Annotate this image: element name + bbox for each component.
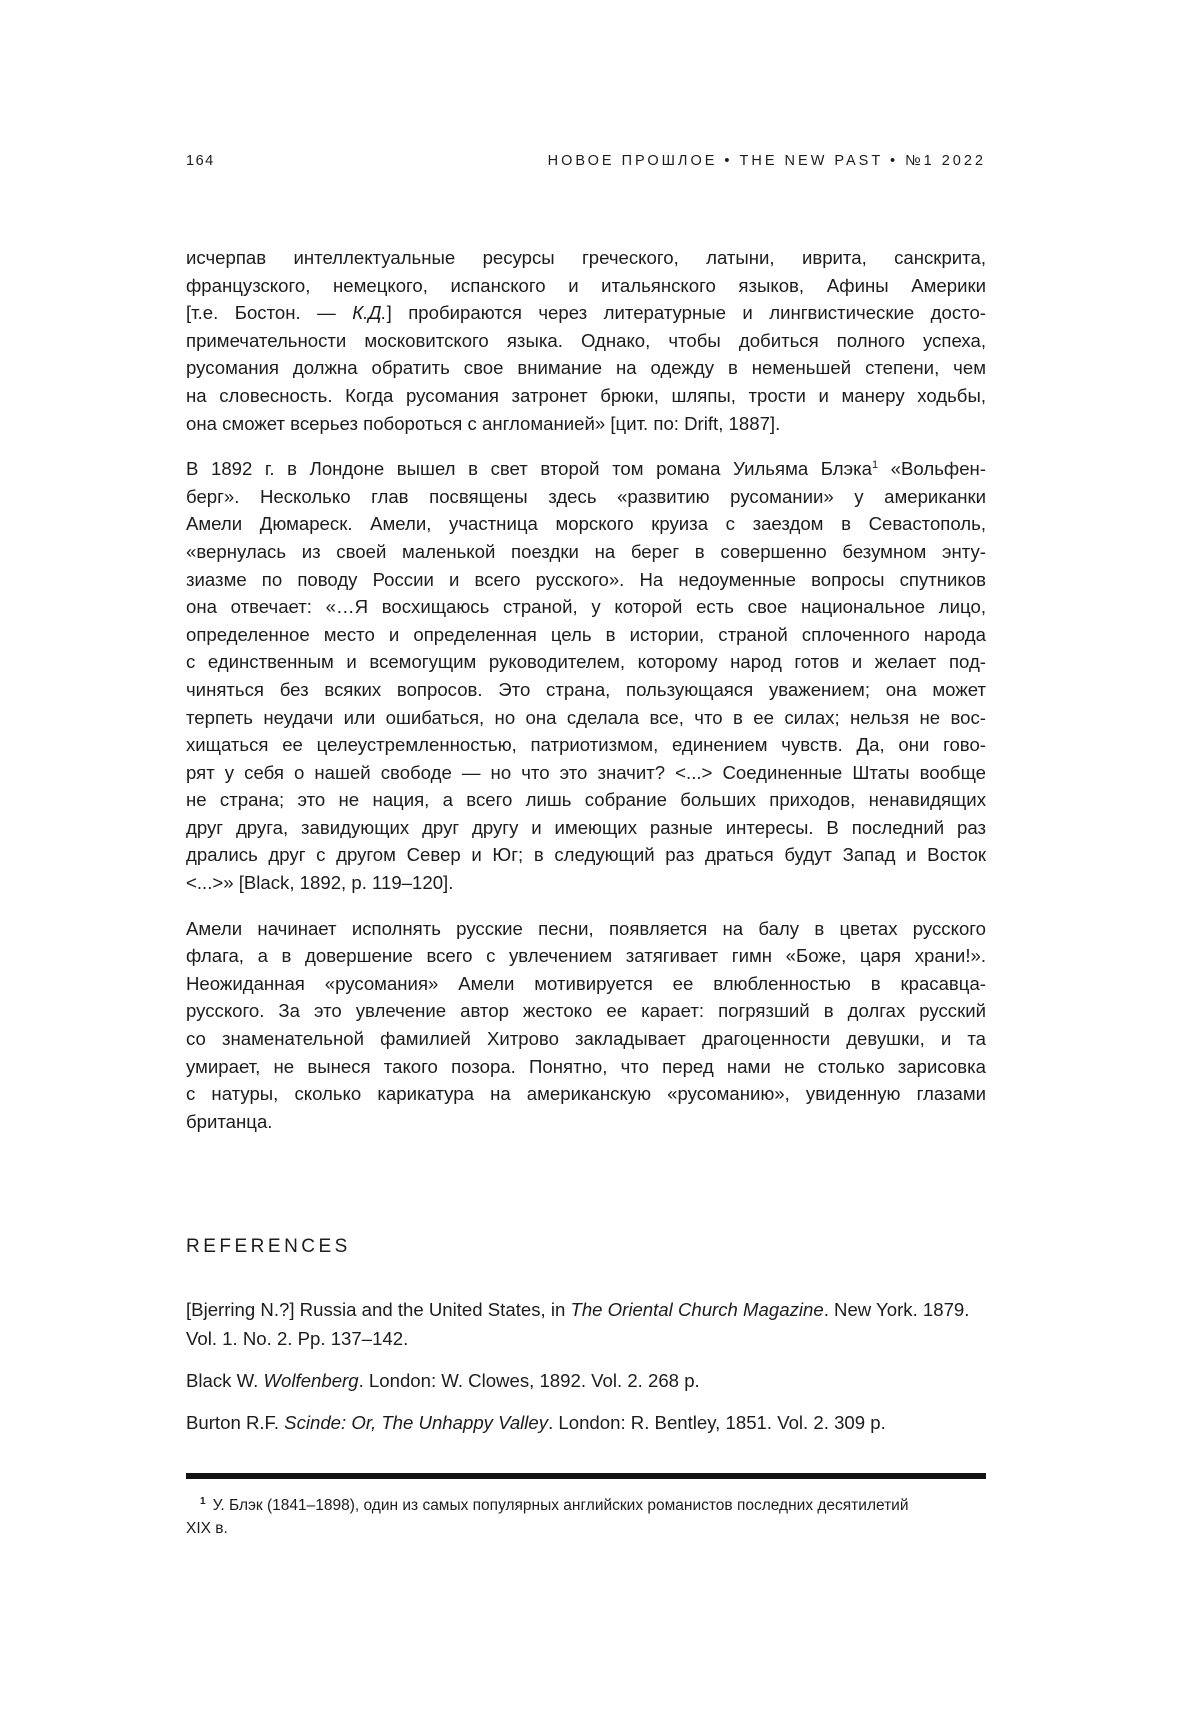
journal-running-title: НОВОЕ ПРОШЛОЕ • THE NEW PAST • №1 2022 <box>547 153 986 169</box>
text-line: примечательности московитского языка. Однако, чтобы добиться полного успеха, <box>186 329 986 351</box>
text-line: Неожиданная «русомания» Амели мотивируется ее влюбленностью в красавца- <box>186 972 986 994</box>
text-line: с единственным и всемогущим руководителем, которому народ готов и желает под- <box>186 651 986 673</box>
paragraph-2 <box>186 455 986 897</box>
line-segment: Black W. <box>186 1370 264 1391</box>
journal-title-italic: The Oriental Church Magazine <box>570 1299 824 1320</box>
text-line: не страна; это не нация, а всего лишь собрание больших приходов, ненавидящих <box>186 789 986 811</box>
text-line: зиазме по поводу России и всего русского». На недоуменные вопросы спутников <box>186 568 986 590</box>
line-segment: Burton R.F. <box>186 1412 285 1433</box>
references-heading: REFERENCES <box>186 1236 351 1258</box>
text-line: терпеть неудачи или ошибаться, но она сделала все, что в ее силах; нельзя не вос- <box>186 706 986 728</box>
reference-item <box>186 1366 986 1395</box>
reference-item <box>186 1408 986 1437</box>
text-line: с натуры, сколько карикатура на американскую «русоманию», увиденную глазами <box>186 1083 986 1105</box>
text-line: дрались друг с другом Север и Юг; в следующий раз драться будут Запад и Восток <box>186 844 986 866</box>
text-line: определенное место и определенная цель в истории, страной сплоченного народа <box>186 623 986 645</box>
footnote-text: У. Блэк (1841–1898), один из самых популярных английских романистов последних десятилетий <box>212 1497 909 1514</box>
text-line: она отвечает: «…Я восхищаюсь страной, у которой есть свое национальное лицо, <box>186 596 986 618</box>
references-section <box>186 1233 986 1437</box>
text-line: Амели Дюмареск. Амели, участница морского круиза с заездом в Севастополь, <box>186 513 986 535</box>
text-line: «вернулась из своей маленькой поездки на берег в совершенно безумном энту- <box>186 540 986 562</box>
line-segment: [Bjerring N.?] Russia and the United States, in <box>186 1299 571 1320</box>
article-body <box>186 244 986 1540</box>
text-line: друг друга, завидующих друг другу и имеющих разные интересы. В последний раз <box>186 816 986 838</box>
text-line: на словесность. Когда русомания затронет брюки, шляпы, трости и манеру ходьбы, <box>186 384 986 406</box>
line-segment: «Вольфен- <box>878 458 986 480</box>
paragraph-3 <box>186 915 986 1136</box>
footnote-line <box>186 1494 986 1517</box>
line-segment: . New York. 1879. Vol. 1. No. 2. Pp. 137–142. <box>186 1299 970 1349</box>
text-line: чиняться без всяких вопросов. Это страна, пользующаяся уважением; она может <box>186 678 986 700</box>
line-segment: ] пробираются через литературные и лингвистические досто- <box>386 302 986 324</box>
text-line: русского. За это увлечение автор жестоко ее карает: погрязший в долгах русский <box>186 1000 986 1022</box>
text-line: рят у себя о нашей свободе — но что это значит? <...> Соединенные Штаты вообще <box>186 761 986 783</box>
line-segment: В 1892 г. в Лондоне вышел в свет второй том романа Уильяма Блэка <box>186 458 872 480</box>
page-number: 164 <box>186 153 215 169</box>
text-line: она сможет всерьез побороться с англоманией» [цит. по: Drift, 1887]. <box>186 412 781 434</box>
text-line: со знаменательной фамилией Хитрово закладывает драгоценности девушки, и та <box>186 1028 986 1050</box>
text-line: хищаться ее целеустремленностью, патриотизмом, единением чувств. Да, они гово- <box>186 734 986 756</box>
text-line: французского, немецкого, испанского и итальянского языков, Афины Америки <box>186 274 986 296</box>
text-line <box>186 455 986 483</box>
text-line: <...>» [Black, 1892, p. 119–120]. <box>186 872 454 894</box>
footnote-reference-1: 1 <box>871 458 879 471</box>
text-line: умирает, не вынеся такого позора. Понятно, что перед нами не столько зарисовка <box>186 1055 986 1077</box>
book-title-italic: Scinde: Or, The Unhappy Valley <box>284 1412 549 1433</box>
text-line: берг». Несколько глав посвящены здесь «развитию русомании» у американки <box>186 485 986 507</box>
text-line: исчерпав интеллектуальные ресурсы греческого, латыни, иврита, санскрита, <box>186 247 986 268</box>
footnote-marker: 1 <box>200 1495 206 1507</box>
footnote-line: XIX в. <box>186 1520 228 1537</box>
footnote <box>186 1494 986 1540</box>
book-title-italic: Wolfenberg <box>263 1370 359 1391</box>
line-segment: . London: W. Clowes, 1892. Vol. 2. 268 p. <box>358 1370 700 1391</box>
text-line: русомания должна обратить свое внимание на одежду в неменьшей степени, чем <box>186 357 986 379</box>
reference-item <box>186 1295 986 1353</box>
text-line: флага, а в довершение всего с увлечением затягивает гимн «Боже, царя храни!». <box>186 945 986 967</box>
paragraph-1 <box>186 244 986 437</box>
footnote-divider <box>186 1473 986 1479</box>
page-header <box>186 152 986 170</box>
text-line: Амели начинает исполнять русские песни, появляется на балу в цветах русского <box>186 917 986 939</box>
text-line <box>186 299 986 327</box>
line-segment: . London: R. Bentley, 1851. Vol. 2. 309 p. <box>548 1412 886 1433</box>
editor-initials: К.Д. <box>352 302 387 324</box>
line-segment: [т.е. Бостон. — <box>186 302 353 324</box>
text-line: британца. <box>186 1110 273 1132</box>
